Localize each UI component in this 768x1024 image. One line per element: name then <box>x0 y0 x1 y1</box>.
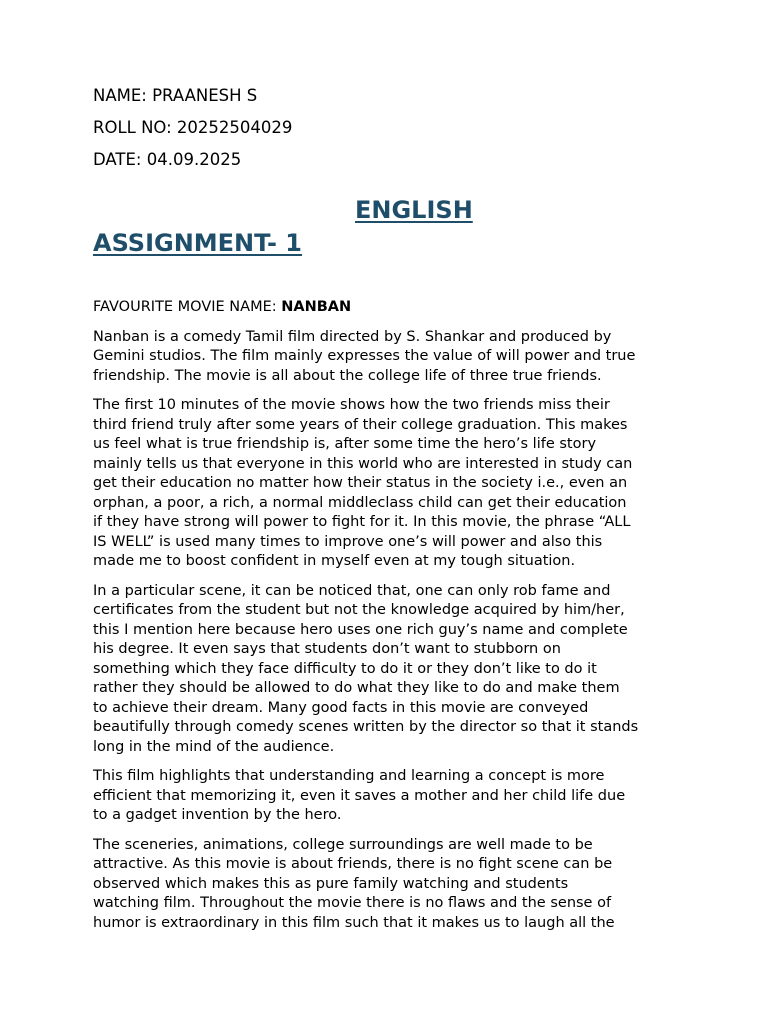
paragraph-line: his degree. It even says that students don’t want to stubborn on <box>93 641 561 657</box>
body-paragraph <box>93 328 683 387</box>
roll-number: ROLL NO: 20252504029 <box>93 118 293 137</box>
favourite-movie-line <box>93 298 678 318</box>
paragraph-line: this I mention here because hero uses one rich guy’s name and complete <box>93 621 628 638</box>
paragraph-line: rather they should be allowed to do what they like to do and make them <box>93 680 620 696</box>
paragraph-line: efficient that memorizing it, even it saves a mother and her child life due <box>93 787 626 804</box>
student-name: NAME: PRAANESH S <box>93 86 258 105</box>
paragraph-line: orphan, a poor, a rich, a normal middleclass child can get their education <box>93 494 627 511</box>
paragraph-line: to a gadget invention by the hero. <box>93 807 342 823</box>
body-paragraph <box>93 767 683 826</box>
body-paragraph <box>93 396 683 572</box>
paragraph-line: made me to boost confident in myself even at my tough situation. <box>93 553 576 569</box>
paragraph-line: Gemini studios. The film mainly expresses the value of will power and true <box>93 348 636 364</box>
body-paragraph <box>93 836 683 934</box>
paragraph-line: us feel what is true friendship is, after some time the hero’s life story <box>93 436 597 452</box>
paragraph-line: The first 10 minutes of the movie shows how the two friends miss their <box>93 397 610 413</box>
favourite-movie-name: NANBAN <box>281 299 352 315</box>
paragraph-line: beautifully through comedy scenes written by the director so that it stands <box>93 719 639 735</box>
paragraph-line: mainly tells us that everyone in this world who are interested in study can <box>93 455 633 472</box>
paragraph-line: to achieve their dream. Many good facts in this movie are conveyed <box>93 699 589 716</box>
paragraph-line: The sceneries, animations, college surroundings are well made to be <box>93 836 593 853</box>
paragraph-line: In a particular scene, it can be noticed that, one can only rob fame and <box>93 582 611 599</box>
assignment-title <box>93 194 678 260</box>
paragraph-line: watching film. Throughout the movie there is no flaws and the sense of <box>93 895 612 911</box>
title-line-1: ENGLISH <box>355 196 473 224</box>
body-paragraphs <box>93 328 678 934</box>
assignment-date: DATE: 04.09.2025 <box>93 150 242 169</box>
paragraph-line: something which they face difficulty to do it or they don’t like to do it <box>93 660 597 677</box>
paragraph-line: long in the mind of the audience. <box>93 738 335 755</box>
paragraph-line: if they have strong will power to fight for it. In this movie, the phrase “ALL <box>93 514 631 530</box>
paragraph-line: attractive. As this movie is about friends, there is no fight scene can be <box>93 856 613 872</box>
paragraph-line: friendship. The movie is all about the college life of three true friends. <box>93 367 602 384</box>
paragraph-line: observed which makes this as pure family watching and students <box>93 875 569 892</box>
paragraph-line: certificates from the student but not the knowledge acquired by him/her, <box>93 602 625 618</box>
favourite-movie-label: FAVOURITE MOVIE NAME: <box>93 299 282 315</box>
paragraph-line: This film highlights that understanding and learning a concept is more <box>93 768 605 784</box>
paragraph-line: third friend truly after some years of their college graduation. This makes <box>93 416 628 433</box>
paragraph-line: Nanban is a comedy Tamil film directed by S. Shankar and produced by <box>93 328 612 345</box>
title-line-2: ASSIGNMENT- 1 <box>93 229 303 257</box>
body-paragraph <box>93 582 683 758</box>
paragraph-line: IS WELL” is used many times to improve one’s will power and also this <box>93 533 603 550</box>
paragraph-line: get their education no matter how their status in the society i.e., even an <box>93 475 628 491</box>
paragraph-line: humor is extraordinary in this film such that it makes us to laugh all the <box>93 914 615 931</box>
